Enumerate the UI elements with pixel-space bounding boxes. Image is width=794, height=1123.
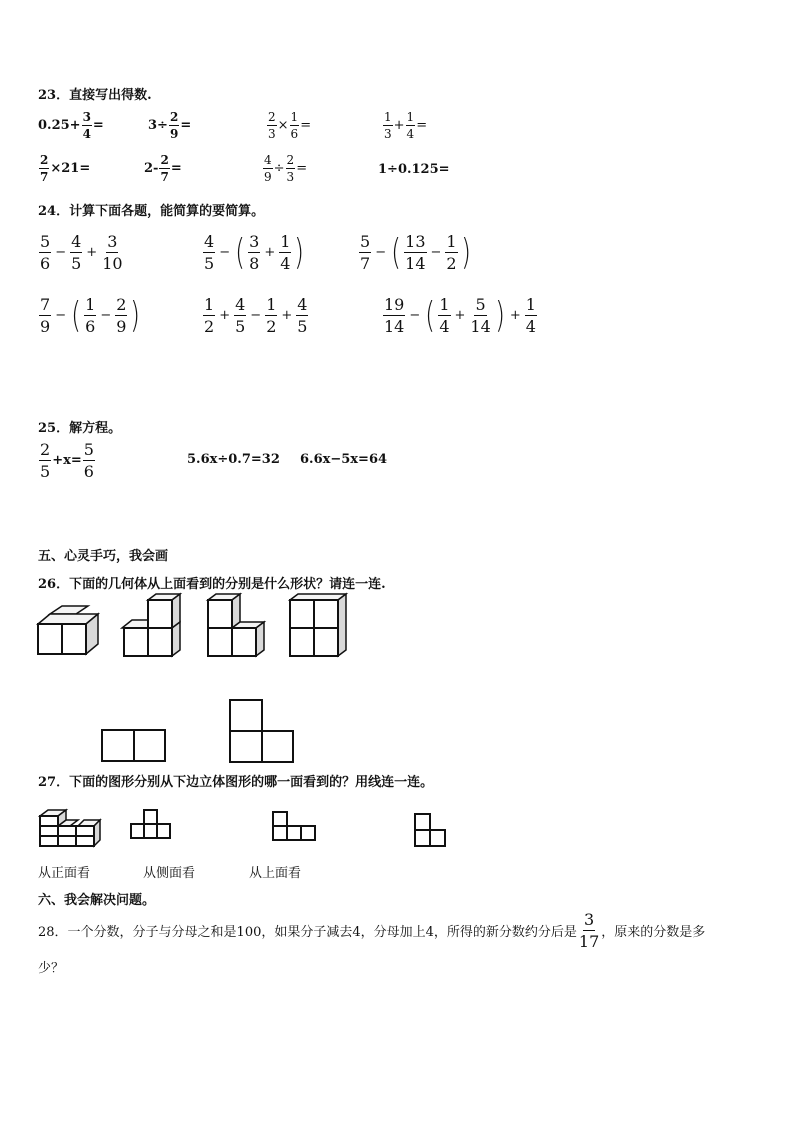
q27-label-front: 从正面看	[38, 866, 91, 881]
section-6-title: 六、我会解决问题。	[38, 893, 156, 908]
q27-solid	[38, 804, 104, 848]
q24-expr-5: 1 2 + $\frac{4}{5}$ − $\frac{1}{2}$ + $\frac{4}{5}$	[204, 295, 308, 336]
q24-expr-3: 5 7 − ( 13 14 − $\frac{1}{2}$ )	[360, 231, 471, 273]
q23-item-3: $\frac{2}{3}$ × $\frac{1}{6}$ =	[268, 110, 312, 141]
q23-item-1: 0.25+ $\frac{3}{4}$ =	[38, 110, 104, 141]
q25-equation-2: 5.6x÷0.7=32	[187, 452, 280, 467]
q26-solid-2	[120, 592, 186, 658]
q25-equation-1: 2 5 +x= $\frac{5}{6}$	[40, 440, 94, 481]
q25-equation-3: 6.6x−5x=64	[300, 452, 388, 467]
q24-expr-6: 19 14 − ( 1 4 + $\frac{5}{14}$ ) + $\frac{1}{4}$	[384, 294, 536, 336]
q27-view-2	[270, 810, 320, 848]
q26-solid-4	[288, 592, 354, 658]
q24-expr-1: 5 6 − $\frac{4}{5}$ + $\frac{3}{10}$	[40, 232, 123, 273]
q26-solid-1	[36, 592, 102, 658]
q27-label-top: 从上面看	[249, 866, 302, 881]
q23-item-5: $\frac{2}{7}$ ×21=	[40, 153, 91, 184]
q25-title: 25．解方程。	[38, 421, 122, 436]
q26-view-1	[100, 728, 168, 764]
q26-title: 26．下面的几何体从上面看到的分别是什么形状？请连一连.	[38, 577, 386, 592]
section-5-title: 五、心灵手巧，我会画	[38, 549, 169, 564]
q23-item-7: $\frac{4}{9}$ ÷ $\frac{2}{3}$ =	[264, 153, 308, 184]
q26-view-2	[228, 698, 296, 764]
q27-title: 27．下面的图形分别从下边立体图形的哪一面看到的？用线连一连。	[38, 775, 434, 790]
q24-title: 24．计算下面各题，能简算的要简算。	[38, 204, 265, 219]
q23-item-2: 3÷ $\frac{2}{9}$ =	[148, 110, 192, 141]
q24-expr-2: 4 5 − ( 3 8 + $\frac{1}{4}$ )	[204, 231, 305, 273]
q28-text-line2: 少？	[38, 961, 65, 976]
q23-item-4: 1 3 + $\frac{1}{4}$ =	[384, 110, 428, 141]
q28-text-line1: 28．一个分数，分子与分母之和是100，如果分子减去4，分母加上4，所得的新分数约分后是 3 17 ，原来的分数是多	[38, 910, 706, 951]
q23-item-8: 1÷0.125=	[378, 162, 450, 177]
q27-view-3	[412, 812, 448, 850]
q27-label-side: 从侧面看	[143, 866, 196, 881]
q23-item-6: 2- $\frac{2}{7}$ =	[144, 153, 182, 184]
q24-expr-4: 7 9 − ( 1 6 − $\frac{2}{9}$ )	[40, 294, 141, 336]
q27-view-1	[128, 808, 174, 848]
q26-solid-3	[204, 592, 270, 658]
q23-title: 23．直接写出得数.	[38, 88, 152, 103]
